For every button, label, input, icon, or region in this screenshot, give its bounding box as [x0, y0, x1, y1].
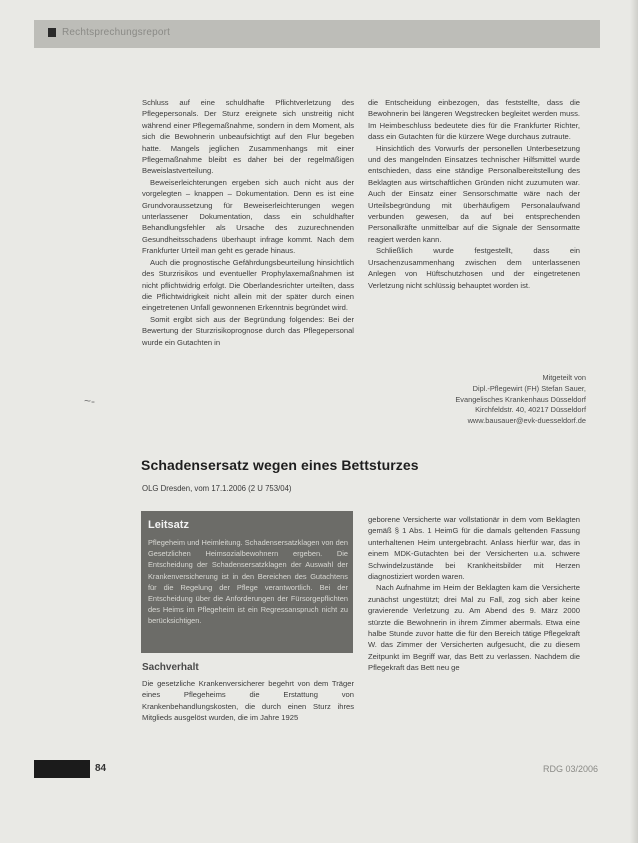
paragraph: Beweiserleichterungen ergeben sich auch nicht aus der vorgelegten – knappen – Dokumentation. Denn es ist eine Grundvoraussetzung für Beweiserleichterungen wegen unterlassener Dokumentation, dass ein schuldhafter Behandlungsfehler als Ursache des zuzurechnenden Gesundheitsschadens überhaupt infrage kommt. Nach dem Frankfurter Urteil man geht es gerade hinaus. [142, 177, 354, 256]
article-title: Schadensersatz wegen eines Bettsturzes [141, 457, 419, 473]
column-right-top [368, 97, 580, 291]
author-line: Evangelisches Krankenhaus Düsseldorf [455, 394, 586, 404]
paragraph: geborene Versicherte war vollstationär in dem vom Beklagten gemäß § 1 Abs. 1 HeimG für die damals geltenden Fassung unterhaltenen Heim untergebracht. Anlass hierfür war, das in einem MDK-Gutachten bei der Versicherten u.a. schwere Schwindelzustände bei Krankheitsbilder mit Herzen diagnostiziert worden waren. [368, 515, 580, 582]
author-line: Mitgeteilt von [542, 373, 586, 382]
paragraph: Hinsichtlich des Vorwurfs der personellen Unterbesetzung und des mangelnden Einsatzes technischer Hilfsmittel wurde entschieden, dass eine ständige Personalbereitstellung des Beklagten aus wirtschaftlichen Gründen nicht zuzumuten war. Auch der Einsatz einer Sensorschmatte wäre nach der Urteilsbegründung mit überhäufigem Personalaufwand verbunden gewesen, da auf bei entsprechenden Personalkräfte unmittelbar auf die Signale der Sensormatte reagiert werden kann. [368, 143, 580, 244]
footer-bar [34, 760, 90, 778]
journal-issue: RDG 03/2006 [542, 764, 598, 774]
section-label: Rechtsprechungsreport [62, 27, 171, 38]
column-left-bottom [142, 678, 354, 724]
paragraph: die Entscheidung einbezogen, das feststellte, dass die Bewohnerin bei längeren Wegstrecken begleitet werden muss. Im Heimbeschluss bedeutete dies für die Frankfurter Richter, dass ein Gutachten für die kürzere Wege durchaus zutraute. [368, 98, 580, 142]
paragraph: Nach Aufnahme im Heim der Beklagten kam die Versicherte zunächst ungestützt; drei Mal zu Fall, zog sich aber keine gravierende Verletzung zu. Am Abend des 9. März 2000 stürzte die Bewohnerin in ihrem Zimmer abermals. Etwa eine halbe Stunde zuvor hatte die für den Bereich tätige Pflegekraft W. das Zimmer der Versicherten aufgesucht, die zu diesem Zeitpunkt im Begriff war, das Bett zu verlassen. Nachdem die Pflegekraft das Bett neu ge [368, 583, 580, 673]
leitsatz-text: Pflegeheim und Heimleitung. Schadensersatzklagen von den Gesetzlichen Heimsozialbewohnern ergeben. Die Entscheidung der Schadensersatzklagen der Auswahl der Krankenversicherung ist in den Bereichen des Gutachtens für die Regelung der Pflege verantwortlich. Bei der Entscheidung über die Anforderungen der Fürsorgepflichten des Heims im Pflegeheim ist ein Regressanspruch nicht zu berücksichtigen. [148, 538, 348, 626]
section-square-icon [48, 28, 56, 37]
article-citation: OLG Dresden, vom 17.1.2006 (2 U 753/04) [142, 484, 292, 493]
author-line: Dipl.-Pflegewirt (FH) Stefan Sauer, [472, 383, 586, 393]
paragraph: Schluss auf eine schuldhafte Pflichtverletzung des Pflegepersonals. Der Sturz ereignete sich unstreitig nicht während einer Pflegemaßnahme, sondern in dem Moment, als sich die Bewohnerin unbeaufsichtigt auf den Flur begeben hatte. Mangels jeglichen Zusammenhangs mit einer Pflegemaßnahme bleibt es daher bei der regelmäßigen Beweislastverteilung. [142, 98, 354, 176]
author-block [366, 373, 586, 427]
column-right-bottom [368, 514, 580, 674]
section-subhead: Sachverhalt [142, 662, 199, 673]
paragraph: Auch die prognostische Gefährdungsbeurteilung hinsichtlich des Sturzrisikos und eventueller Prophylaxemaßnahmen ist nicht pflichtwidrig erfolgt. Die Oberlandesrichter urteilten, dass die Pflichtwidrigkeit nicht allein mit der später durch einen eingetretenen Unfall gewonnenen Erkenntnis begründet wird. [142, 257, 354, 313]
author-email: www.bausauer@evk-duesseldorf.de [467, 416, 586, 426]
scan-edge-shadow [630, 0, 638, 843]
section-tag [48, 27, 170, 38]
page-number: 84 [95, 763, 107, 774]
author-line: Kirchfeldstr. 40, 40217 Düsseldorf [475, 405, 586, 415]
scan-mark: ~‑ [84, 394, 96, 408]
paragraph: Die gesetzliche Krankenversicherer begehrt von dem Träger eines Pflegeheims die Erstattung von Krankenbehandlungskosten, die durch einen Sturz ihres Mitglieds ausgelöst wurden, die im Jahre 1925 [142, 679, 354, 723]
leitsatz-title: Leitsatz [148, 519, 189, 531]
paragraph: Schließlich wurde festgestellt, dass ein Ursachenzusammenhang zwischen dem unterlassenen Anlegen von Hüftschutzhosen und der eingetretenen Verletzung nicht schlüssig behauptet worden ist. [368, 246, 580, 290]
paragraph: Somit ergibt sich aus der Begründung folgendes: Bei der Bewertung der Sturzrisikoprognose durch das Pflegepersonal wurde ein Gutachten in [142, 314, 354, 347]
column-left-top [142, 97, 354, 348]
